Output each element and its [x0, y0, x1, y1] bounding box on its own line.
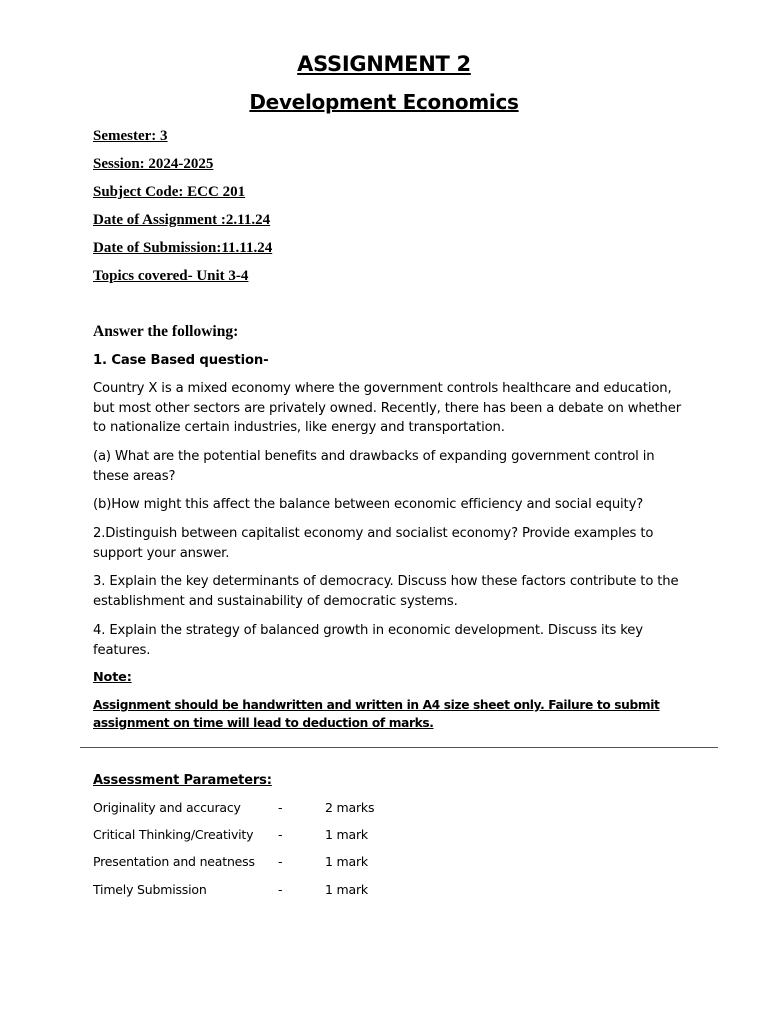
assessment-marks: 1 mark	[325, 854, 368, 869]
assessment-dash: -	[278, 827, 283, 842]
question-4: 4. Explain the strategy of balanced growth in economic development. Discuss its key features.	[93, 623, 643, 658]
session-line: Session: 2024-2025	[93, 156, 214, 172]
assessment-heading: Assessment Parameters:	[93, 773, 272, 788]
assessment-criterion: Presentation and neatness	[93, 854, 255, 869]
assessment-marks: 1 mark	[325, 882, 368, 897]
section-divider	[80, 747, 718, 748]
assessment-criterion: Originality and accuracy	[93, 800, 241, 815]
question-1-case: Country X is a mixed economy where the government controls healthcare and education, but most other sectors are privately owned. Recently, there has been a debate on whether to nationalize certain industries, like energy and transportation.	[93, 381, 681, 435]
question-1-heading: 1. Case Based question-	[93, 353, 269, 368]
assessment-marks: 1 mark	[325, 827, 368, 842]
topics-covered-line: Topics covered- Unit 3-4	[93, 268, 249, 284]
assessment-criterion: Critical Thinking/Creativity	[93, 827, 254, 842]
question-3: 3. Explain the key determinants of democracy. Discuss how these factors contribute to the establishment and sustainability of democratic systems.	[93, 574, 679, 609]
assessment-dash: -	[278, 882, 283, 897]
assessment-dash: -	[278, 800, 283, 815]
instruction-heading: Answer the following:	[93, 323, 239, 340]
question-1b: (b)How might this affect the balance between economic efficiency and social equity?	[93, 497, 644, 512]
assessment-dash: -	[278, 854, 283, 869]
page-subtitle: Development Economics	[249, 90, 519, 114]
page-title: ASSIGNMENT 2	[297, 52, 471, 76]
question-1a: (a) What are the potential benefits and drawbacks of expanding government control in these areas?	[93, 449, 655, 484]
assessment-criterion: Timely Submission	[93, 882, 207, 897]
assessment-marks: 2 marks	[325, 800, 375, 815]
question-2: 2.Distinguish between capitalist economy and socialist economy? Provide examples to support your answer.	[93, 526, 654, 561]
date-of-submission-line: Date of Submission:11.11.24	[93, 240, 273, 256]
subject-code-line: Subject Code: ECC 201	[93, 184, 246, 200]
semester-line: Semester: 3	[93, 128, 168, 144]
note-label: Note:	[93, 670, 132, 685]
note-text: Assignment should be handwritten and written in A4 size sheet only. Failure to submit assignment on time will lead to deduction of marks.	[93, 698, 660, 730]
date-of-assignment-line: Date of Assignment :2.11.24	[93, 212, 271, 228]
